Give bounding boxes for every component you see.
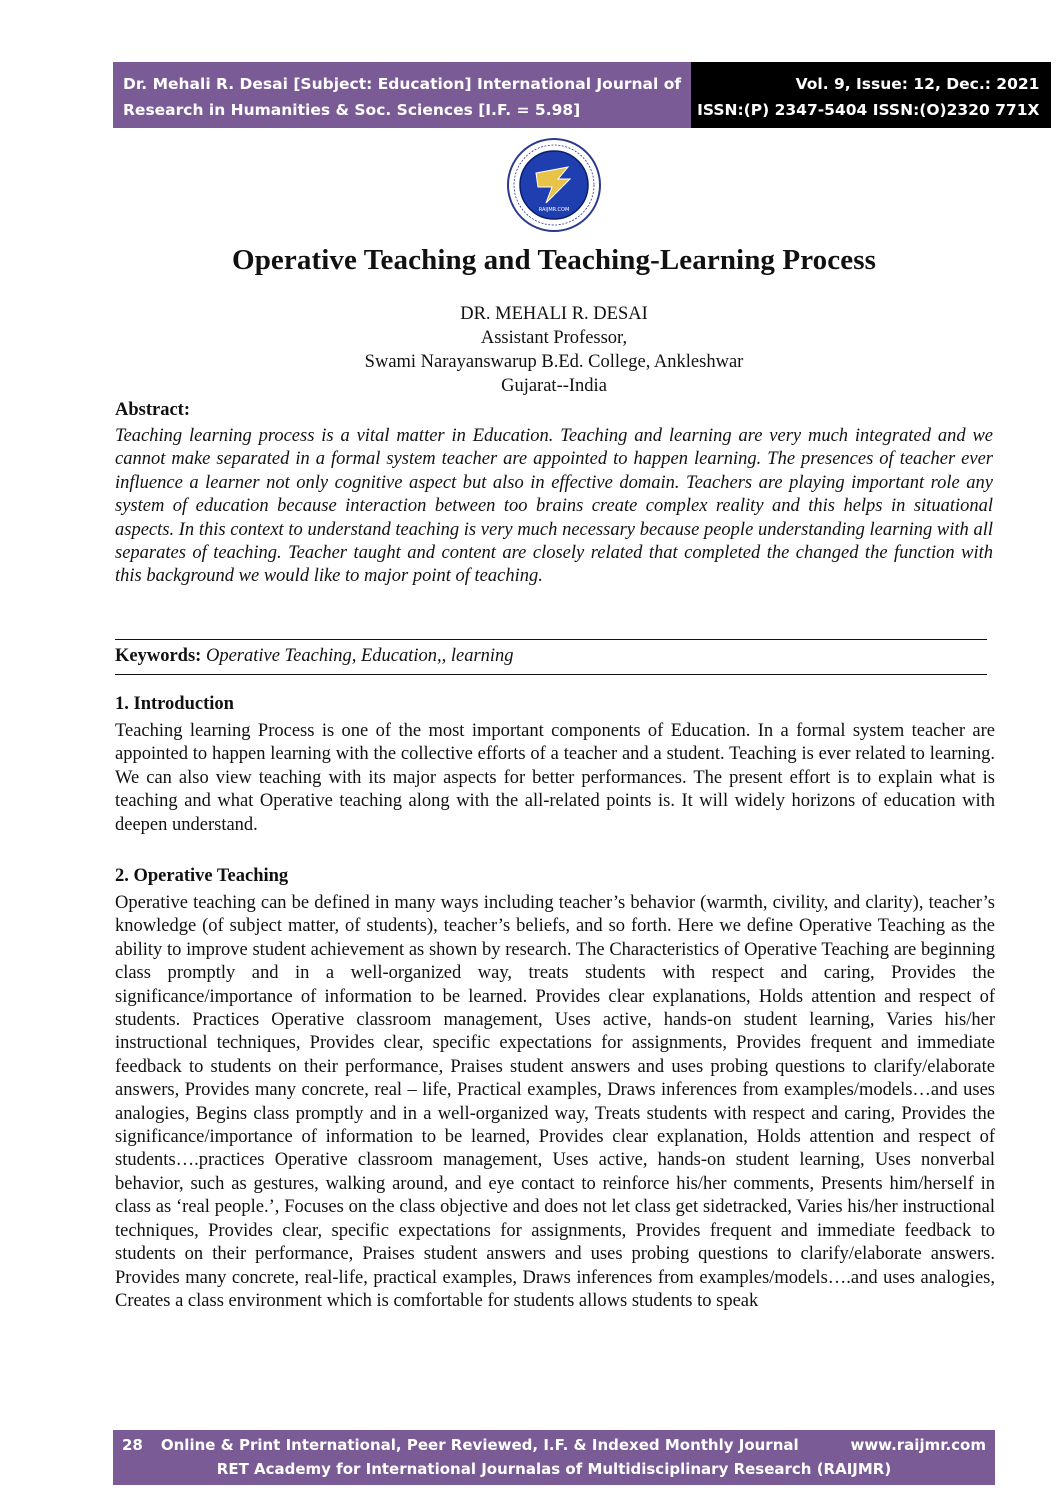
author-location: Gujarat--India: [501, 376, 607, 396]
header-issue-info: [691, 62, 1051, 128]
section-heading-operative-teaching: 2. Operative Teaching: [115, 866, 289, 886]
author-institution: Swami Narayanswarup B.Ed. College, Ankleshwar: [364, 352, 744, 372]
abstract-divider-top: [115, 639, 987, 640]
paper-title: Operative Teaching and Teaching-Learning Process: [232, 244, 876, 276]
raijmr-seal-logo-icon: [506, 137, 602, 233]
header-issn: ISSN:(P) 2347-5404 ISSN:(O)2320 771X: [697, 101, 1040, 119]
page-number: 28: [122, 1436, 143, 1454]
footer-website-link[interactable]: www.raijmr.com: [850, 1436, 986, 1454]
header-citation-line1: Dr. Mehali R. Desai [Subject: Education] International Journal of: [123, 75, 682, 93]
footer-journal-description: Online & Print International, Peer Reviewed, I.F. & Indexed Monthly Journal: [160, 1436, 799, 1454]
author-name: DR. MEHALI R. DESAI: [460, 304, 648, 324]
keywords: [115, 646, 993, 667]
section-text-operative-teaching: Operative teaching can be defined in many ways including teacher’s behavior (warmth, civility, and clarity), teacher’s knowledge (of subject matter, of students), teacher’s beliefs, and so forth. Here we define Operative Teaching as the ability to improve student achievement as shown by research. The Characteristics of Operative Teaching are beginning class promptly and in a well-organized way, treats students with respect and caring, Provides the significance/importance of information to be learned. Provides clear explanations, Holds attention and respect of students. Practices Operative classroom management, Uses active, hands-on student learning, Varies his/her instructional techniques, Provides clear, specific expectations for assignments, Provides frequent and immediate feedback to students on their performance, Praises student answers and uses probing questions to clarify/elaborate answers, Provides many concrete, real – life, Practical examples, Draws inferences from examples/models…and uses analogies, Begins class promptly and in a well-organized way, Treats students with respect and caring, Provides the significance/importance of information to be learned, Provides clear explanation, Holds attention and respect of students….practices Operative classroom management, Uses active, hands-on student learning, Uses nonverbal behavior, such as gestures, walking around, and eye contact to reinforce his/her comments, Presents him/herself in class as ‘real people.’, Focuses on the class objective and does not let class get sidetracked, Varies his/her instructional techniques, Provides clear, specific expectations for assignments, Provides frequent and immediate feedback to students on their performance, Praises student answers and uses probing questions to clarify/elaborate answers. Provides many concrete, real-life, practical examples, Draws inferences from examples/models….and uses analogies, Creates a class environment which is comfortable for students allows students to speak: [115, 893, 995, 1311]
header-volume-issue: Vol. 9, Issue: 12, Dec.: 2021: [795, 75, 1040, 93]
section-text-introduction: Teaching learning Process is one of the most important components of Education. In a formal system teacher are appointed to happen learning with the collective efforts of a teacher and a student. Teaching is ever related to learning. We can also view teaching with its major aspects for better performances. The present effort is to explain what is teaching and what Operative teaching along with the all-related points is. It will widely horizons of education with deepen understand.: [115, 721, 995, 835]
author-position: Assistant Professor,: [480, 328, 628, 348]
footer-line1: [122, 1436, 986, 1454]
abstract-heading: Abstract:: [115, 400, 191, 420]
footer-left-group: [122, 1436, 799, 1454]
keywords-label: Keywords:: [115, 646, 202, 666]
section-heading-introduction: 1. Introduction: [115, 694, 234, 714]
keywords-divider-bottom: [115, 674, 987, 675]
author-block: [113, 302, 995, 398]
journal-footer: [113, 1430, 995, 1485]
header-citation: [113, 62, 691, 128]
logo-center-text: RAIJMR.COM: [538, 207, 570, 213]
footer-publisher: RET Academy for International Journalas of Multidisciplinary Research (RAIJMR): [216, 1460, 892, 1478]
keywords-text: Operative Teaching, Education,, learning: [205, 646, 514, 666]
header-citation-line2: Research in Humanities & Soc. Sciences [I.F. = 5.98]: [123, 101, 581, 119]
journal-header: [113, 62, 1040, 128]
abstract-text: Teaching learning process is a vital matter in Education. Teaching and learning are very much integrated and we cannot make separated in a formal system teacher are appointed to happen learning. The presences of teacher ever influence a learner not only cognitive aspect but also in effective domain. Teachers are playing important role any system of education because interaction between too brains create complex reality and this helps in situational aspects. In this context to understand teaching is very much necessary because people understanding learning with all separates of teaching. Teacher taught and content are closely related that completed the changed the function with this background we would like to major point of teaching.: [115, 426, 993, 587]
